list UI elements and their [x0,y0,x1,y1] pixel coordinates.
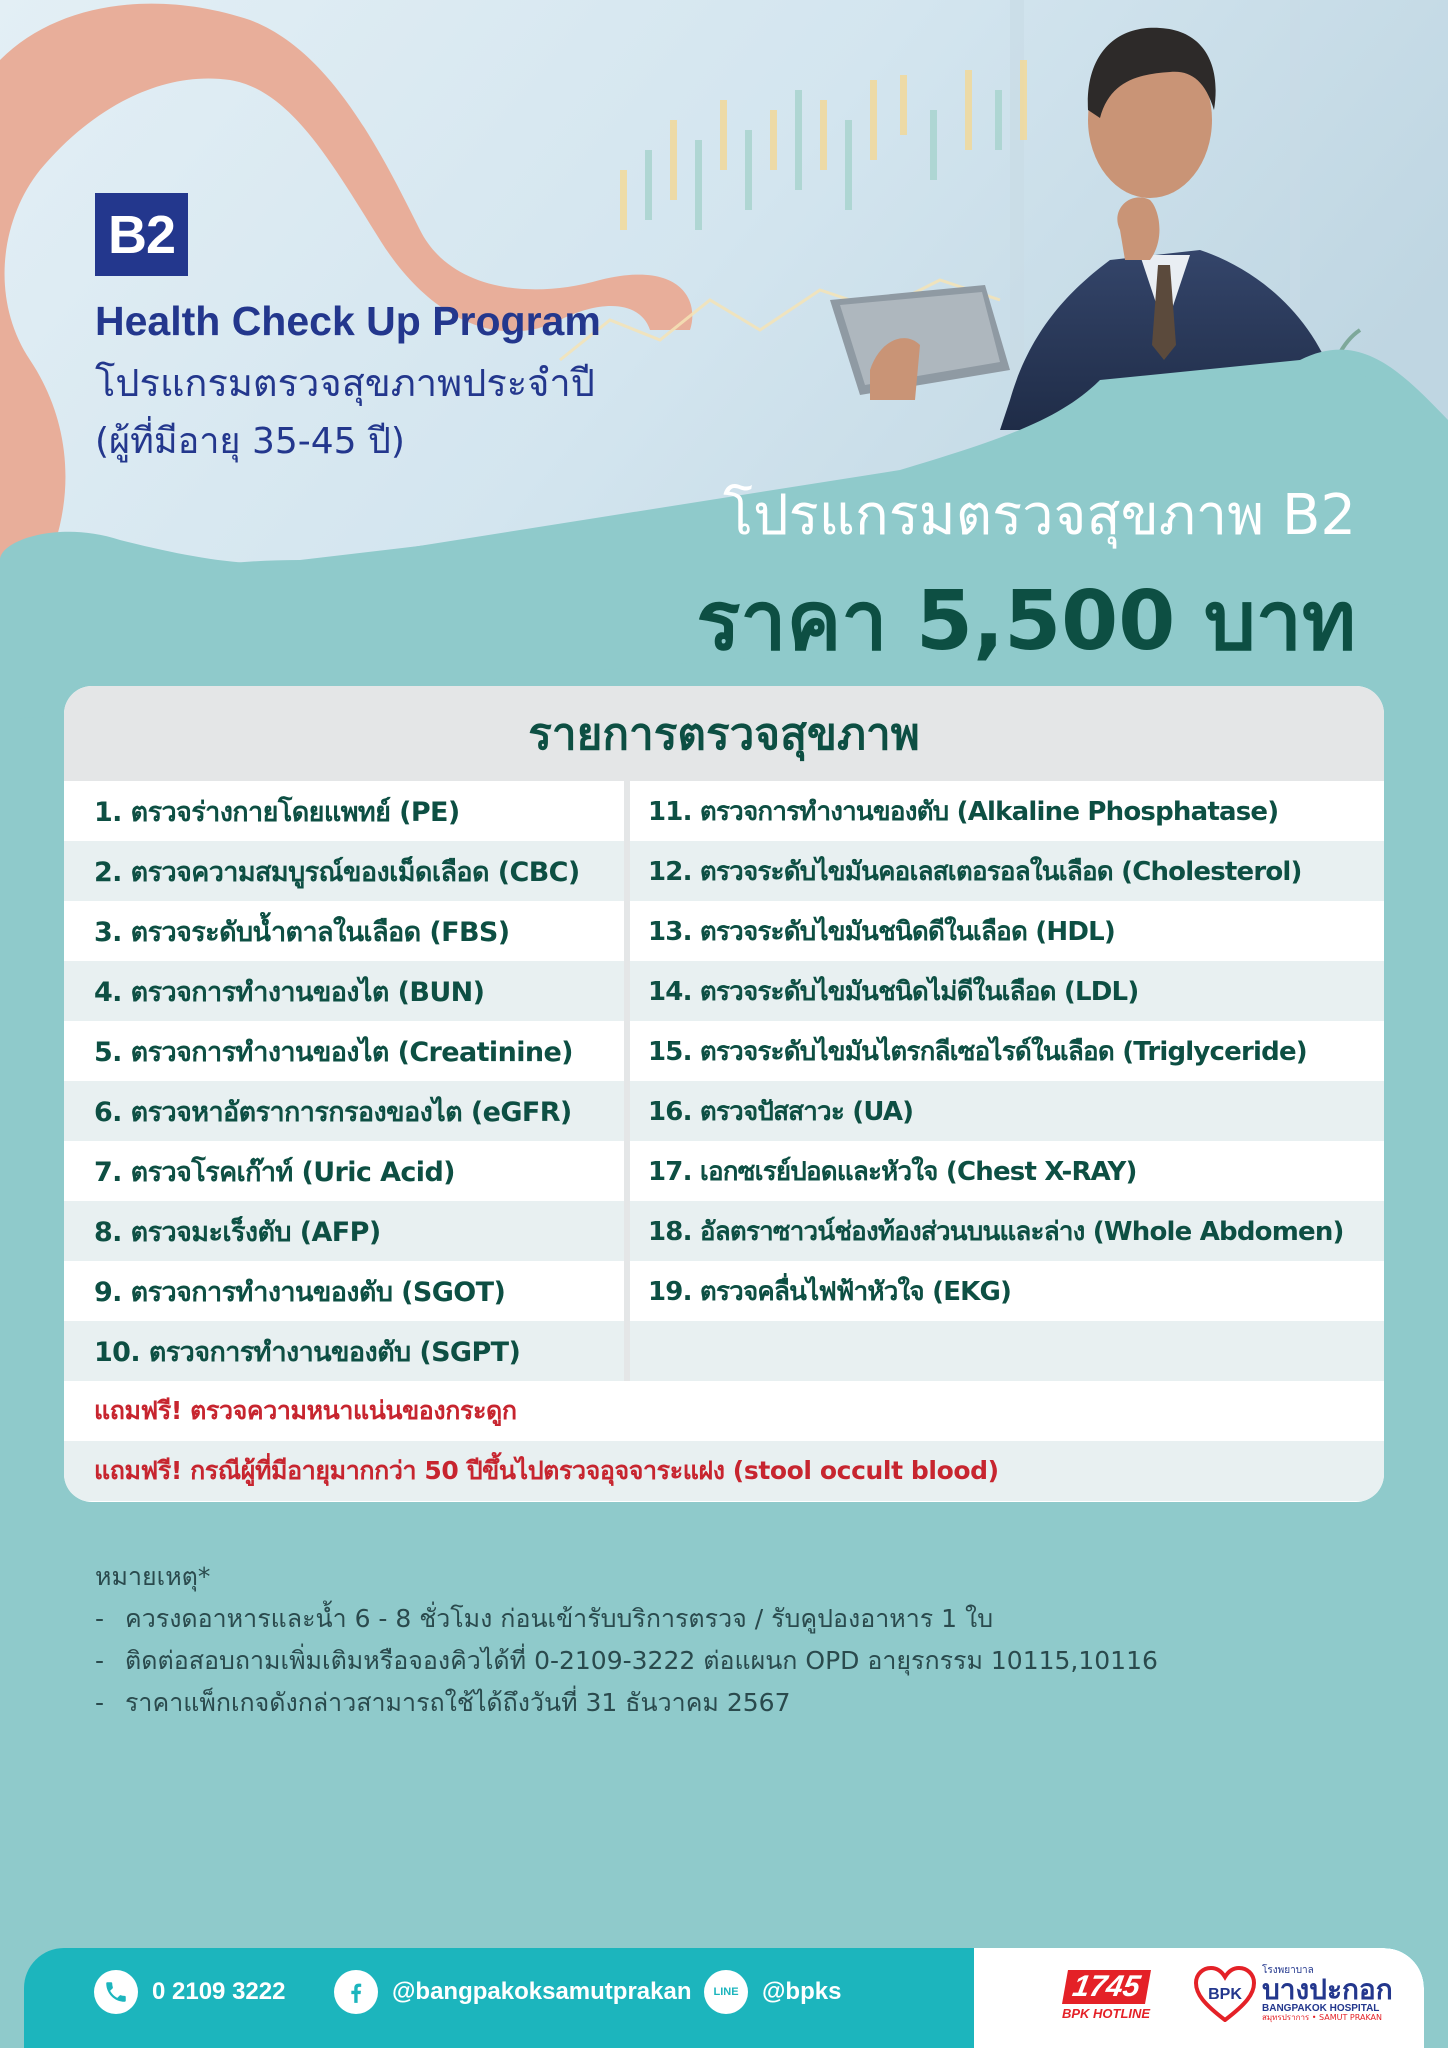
hospital-location: สมุทรปราการ • SAMUT PRAKAN [1262,2013,1383,2022]
hotline-number: 1745 [1062,1970,1151,2004]
note-item: - ควรงดอาหารและน้ำ 6 - 8 ชั่วโมง ก่อนเข้ารับบริการตรวจ / รับคูปองอาหาร 1 ใบ [95,1604,994,1633]
program-price: ราคา 5,500 บาท [696,574,1356,669]
heart-logo-icon [1194,1966,1256,2022]
program-name: โปรแกรมตรวจสุขภาพ B2 [723,483,1356,548]
checklist-item: 5. ตรวจการทำงานของไต (Creatinine) [94,1036,573,1068]
line-handle: @bpks [762,1978,842,2005]
notes-heading: หมายเหตุ* [95,1562,211,1591]
checklist-item: 4. ตรวจการทำงานของไต (BUN) [64,961,624,1021]
phone-contact[interactable] [94,1970,285,2014]
checklist-item: 19. ตรวจคลื่นไฟฟ้าหัวใจ (EKG) [648,1276,1012,1307]
checklist-item: 9. ตรวจการทำงานของตับ (SGOT) [94,1276,506,1308]
facebook-handle: @bangpakoksamutprakan [392,1978,692,2005]
checklist-item: 2. ตรวจความสมบูรณ์ของเม็ดเลือด (CBC) [64,841,624,901]
checklist-item: 18. อัลตราซาวน์ช่องท้องส่วนบนและล่าง (Whole Abdomen) [630,1201,1384,1261]
line-contact[interactable] [704,1970,841,2014]
notes-section [95,1556,1158,1724]
hospital-label-small: โรงพยาบาล [1262,1965,1314,1976]
checklist-item: 17. เอกซเรย์ปอดและหัวใจ (Chest X-RAY) [648,1156,1137,1187]
age-range: (ผู้ที่มีอายุ 35-45 ปี) [95,421,405,462]
checklist-item: 15. ตรวจระดับไขมันไตรกลีเซอไรด์ในเลือด (Triglyceride) [648,1036,1307,1067]
checklist-card [64,686,1384,1502]
checklist-item: 11. ตรวจการทำงานของตับ (Alkaline Phosphatase) [648,796,1279,827]
checklist-item: 10. ตรวจการทำงานของตับ (SGPT) [64,1321,624,1381]
hotline-logo [1056,1970,1156,2021]
checklist-left-column [64,781,630,1381]
program-badge: B2 [95,193,188,276]
phone-number: 0 2109 3222 [152,1978,286,2005]
footer-bar [24,1948,1424,2048]
checklist-right-column [630,781,1384,1381]
note-item: - ติดต่อสอบถามเพิ่มเติมหรือจองคิวได้ที่ 0-2109-3222 ต่อแผนก OPD อายุรกรรม 10115,10116 [95,1646,1158,1675]
hospital-name-en: BANGPAKOK HOSPITAL [1262,2003,1380,2014]
checklist-item: 12. ตรวจระดับไขมันคอเลสเตอรอลในเลือด (Cholesterol) [630,841,1384,901]
checklist-item: 16. ตรวจปัสสาวะ (UA) [630,1081,1384,1141]
checklist-item: 8. ตรวจมะเร็งตับ (AFP) [64,1201,624,1261]
checklist-item: 3. ตรวจระดับน้ำตาลในเลือด (FBS) [94,916,510,948]
hotline-label: BPK HOTLINE [1061,2006,1151,2021]
checklist-item: 6. ตรวจหาอัตราการกรองของไต (eGFR) [64,1081,624,1141]
free-offer-bone-density: แถมฟรี! ตรวจความหนาแน่นของกระดูก [94,1396,517,1425]
hospital-name-th: บางปะกอก [1262,1973,1393,2006]
hospital-logo [1194,1966,1393,2022]
facebook-contact[interactable] [334,1970,691,2014]
checklist-item: 13. ตรวจระดับไขมันชนิดดีในเลือด (HDL) [648,916,1115,947]
program-title-en: Health Check Up Program [95,298,601,344]
checklist-item: 14. ตรวจระดับไขมันชนิดไม่ดีในเลือด (LDL) [630,961,1384,1021]
line-icon: LINE [704,1970,748,2014]
checklist-columns [64,781,1384,1381]
program-title-th: โปรแกรมตรวจสุขภาพประจำปี [95,361,595,405]
checklist-empty-row [630,1321,1384,1381]
svg-text:BPK: BPK [1208,1986,1242,2003]
phone-icon [94,1970,138,2014]
note-item: - ราคาแพ็กเกจดังกล่าวสามารถใช้ได้ถึงวันที่ 31 ธันวาคม 2567 [95,1688,791,1717]
free-offer-stool-test: แถมฟรี! กรณีผู้ที่มีอายุมากกว่า 50 ปีขึ้นไปตรวจอุจจาระแฝง (stool occult blood) [64,1441,1384,1501]
checklist-heading: รายการตรวจสุขภาพ [64,686,1384,781]
checklist-item: 1. ตรวจร่างกายโดยแพทย์ (PE) [94,796,460,828]
checklist-item: 7. ตรวจโรคเก๊าท์ (Uric Acid) [94,1156,455,1188]
facebook-icon [334,1970,378,2014]
